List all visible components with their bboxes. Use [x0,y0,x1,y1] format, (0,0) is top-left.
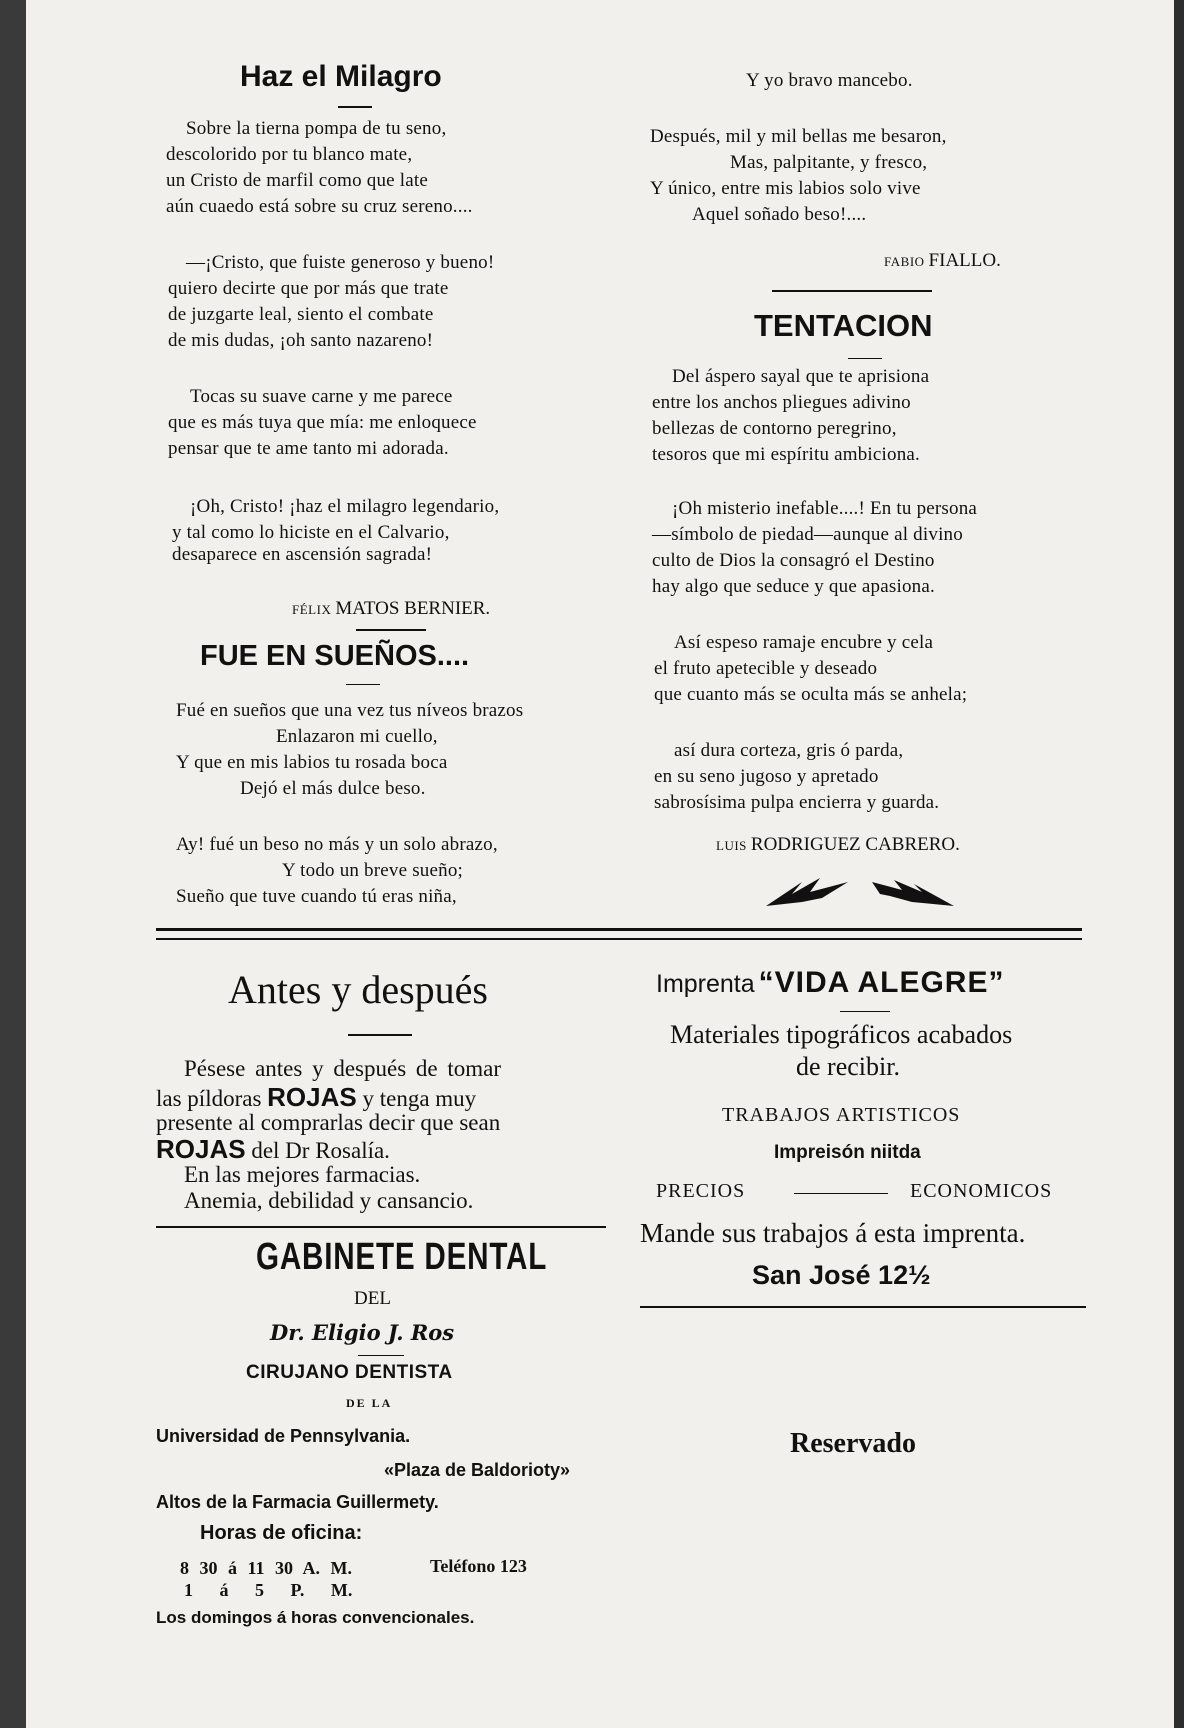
title-rule [848,358,882,359]
phone-number: Teléfono 123 [430,1556,527,1576]
university: Universidad de Pennsylvania. [156,1426,411,1446]
stanza-line: Mas, palpitante, y fresco, [730,152,928,173]
stanza-line: Tocas su suave carne y me parece [190,386,453,407]
imprenta-label: Imprenta [656,970,755,998]
hours-title: Horas de oficina: [200,1522,363,1544]
poem-author [292,598,490,620]
stanza-line: Y único, entre mis labios solo vive [650,178,921,199]
materials-line: Materiales tipográficos acabados [670,1020,1013,1049]
ad-line: En las mejores farmacias. [184,1162,421,1187]
stanza-line: tesoros que mi espíritu ambiciona. [652,444,920,465]
stanza-line: Y que en mis labios tu rosada boca [176,752,448,773]
stanza-line: Ay! fué un beso no más y un solo abrazo, [176,834,498,855]
impresion: Impreisón niitda [774,1142,921,1163]
stanza-line: desaparece en ascensión sagrada! [172,544,433,565]
poem-author [884,250,1001,272]
stanza-line: quiero decirte que por más que trate [168,278,449,299]
ad-line: Pésese antes y después de tomar [184,1056,502,1081]
stanza-line: —símbolo de piedad—aunque al divino [652,524,963,545]
section-divider-top [156,928,1082,931]
ad-line [156,1136,390,1164]
sundays: Los domingos á horas convencionales. [156,1608,475,1627]
economicos: ECONOMICOS [910,1180,1053,1202]
materials-line: de recibir. [796,1052,900,1081]
stanza-line: —¡Cristo, que fuiste generoso y bueno! [186,252,495,273]
page-edge-left [0,0,26,1728]
stanza-line: descolorido por tu blanco mate, [166,144,413,165]
title-rule [338,106,372,108]
stanza-line: pensar que te ame tanto mi adorada. [168,438,449,459]
author-first: FÉLIX [292,602,332,617]
mande-line: Mande sus trabajos á esta imprenta. [640,1218,1026,1248]
ad-rule [640,1306,1086,1308]
ad-del: DEL [354,1288,391,1309]
address-plaza: «Plaza de Baldorioty» [384,1460,571,1480]
title-rule [840,1011,890,1012]
stanza-line: ¡Oh misterio inefable....! En tu persona [672,498,978,519]
ad-title: GABINETE DENTAL [256,1236,548,1278]
stanza-line: aún cuaedo está sobre su cruz sereno.... [166,196,473,217]
profession: CIRUJANO DENTISTA [246,1362,453,1383]
stanza-line: Después, mil y mil bellas me besaron, [650,126,947,147]
stanza-line: un Cristo de marfil como que late [166,170,428,191]
ad-text: las píldoras [156,1086,268,1111]
author-last: MATOS BERNIER. [335,598,491,619]
stanza-line: Enlazaron mi cuello, [276,726,438,747]
page-edge-right [1174,0,1184,1728]
author-last: RODRIGUEZ CABRERO. [750,834,960,855]
ad-rule [156,1226,606,1228]
ad-text: del Dr Rosalía. [245,1138,390,1163]
ad-line: presente al comprarlas decir que sean [156,1110,501,1135]
precios-rule [794,1193,888,1194]
brand-rojas: ROJAS [267,1082,357,1112]
ornament-icon [762,872,958,912]
stanza-line: Y yo bravo mancebo. [746,70,913,91]
poem-title: Haz el Milagro [240,60,442,93]
stanza-line: culto de Dios la consagró el Destino [652,550,935,571]
address-altos: Altos de la Farmacia Guillermety. [156,1492,439,1512]
stanza-line: Del áspero sayal que te aprisiona [672,366,930,387]
ad-line [156,1084,476,1112]
stanza-line: Sueño que tuve cuando tú eras niña, [176,886,457,907]
imprenta-address: San José 12½ [752,1260,931,1290]
author-rule [772,290,932,292]
stanza-line: ¡Oh, Cristo! ¡haz el milagro legendario, [190,496,500,517]
de-la: DE LA [346,1396,393,1410]
poem-title: TENTACION [754,308,933,343]
author-last: FIALLO. [928,250,1001,271]
stanza-line: Así espeso ramaje encubre y cela [674,632,934,653]
brand-rojas: ROJAS [156,1134,246,1164]
trabajos-artisticos: TRABAJOS ARTISTICOS [722,1104,961,1126]
section-divider-bottom [156,938,1082,940]
stanza-line: de mis dudas, ¡oh santo nazareno! [168,330,434,351]
poem-author [716,834,960,856]
title-rule [346,684,380,685]
ad-title [656,966,1004,1000]
reserved-space: Reservado [790,1428,916,1459]
hours-morning: 8 30 á 11 30 A. M. [180,1558,353,1578]
author-first: LUIS [716,838,747,853]
stanza-line: entre los anchos pliegues adivino [652,392,911,413]
stanza-line: en su seno jugoso y apretado [654,766,879,787]
name-rule [358,1355,404,1356]
stanza-line: sabrosísima pulpa encierra y guarda. [654,792,940,813]
doctor-name: Dr. Eligio J. Ros [270,1320,455,1345]
stanza-line: así dura corteza, gris ó parda, [674,740,904,761]
precios: PRECIOS [656,1180,746,1202]
stanza-line: Aquel soñado beso!.... [692,204,867,225]
hours-afternoon: 1 á 5 P. M. [184,1580,353,1600]
stanza-line: que es más tuya que mía: me enloquece [168,412,477,433]
stanza-line: de juzgarte leal, siento el combate [168,304,434,325]
stanza-line: bellezas de contorno peregrino, [652,418,897,439]
title-rule [348,1034,412,1036]
ad-text: y tenga muy [356,1086,477,1111]
stanza-line: y tal como lo hiciste en el Calvario, [172,522,450,543]
stanza-line: que cuanto más se oculta más se anhela; [654,684,968,705]
stanza-line: Fué en sueños que una vez tus níveos brazos [176,700,524,721]
author-first: FABIO [884,254,925,269]
author-rule [356,629,426,631]
imprenta-name: “VIDA ALEGRE” [758,966,1005,999]
stanza-line: Sobre la tierna pompa de tu seno, [186,118,447,139]
stanza-line: Dejó el más dulce beso. [240,778,426,799]
ad-title: Antes y después [228,967,488,1012]
stanza-line: Y todo un breve sueño; [282,860,463,881]
stanza-line: hay algo que seduce y que apasiona. [652,576,935,597]
ad-line: Anemia, debilidad y cansancio. [184,1188,474,1213]
stanza-line: el fruto apetecible y deseado [654,658,878,679]
poem-title: FUE EN SUEÑOS.... [200,640,470,672]
